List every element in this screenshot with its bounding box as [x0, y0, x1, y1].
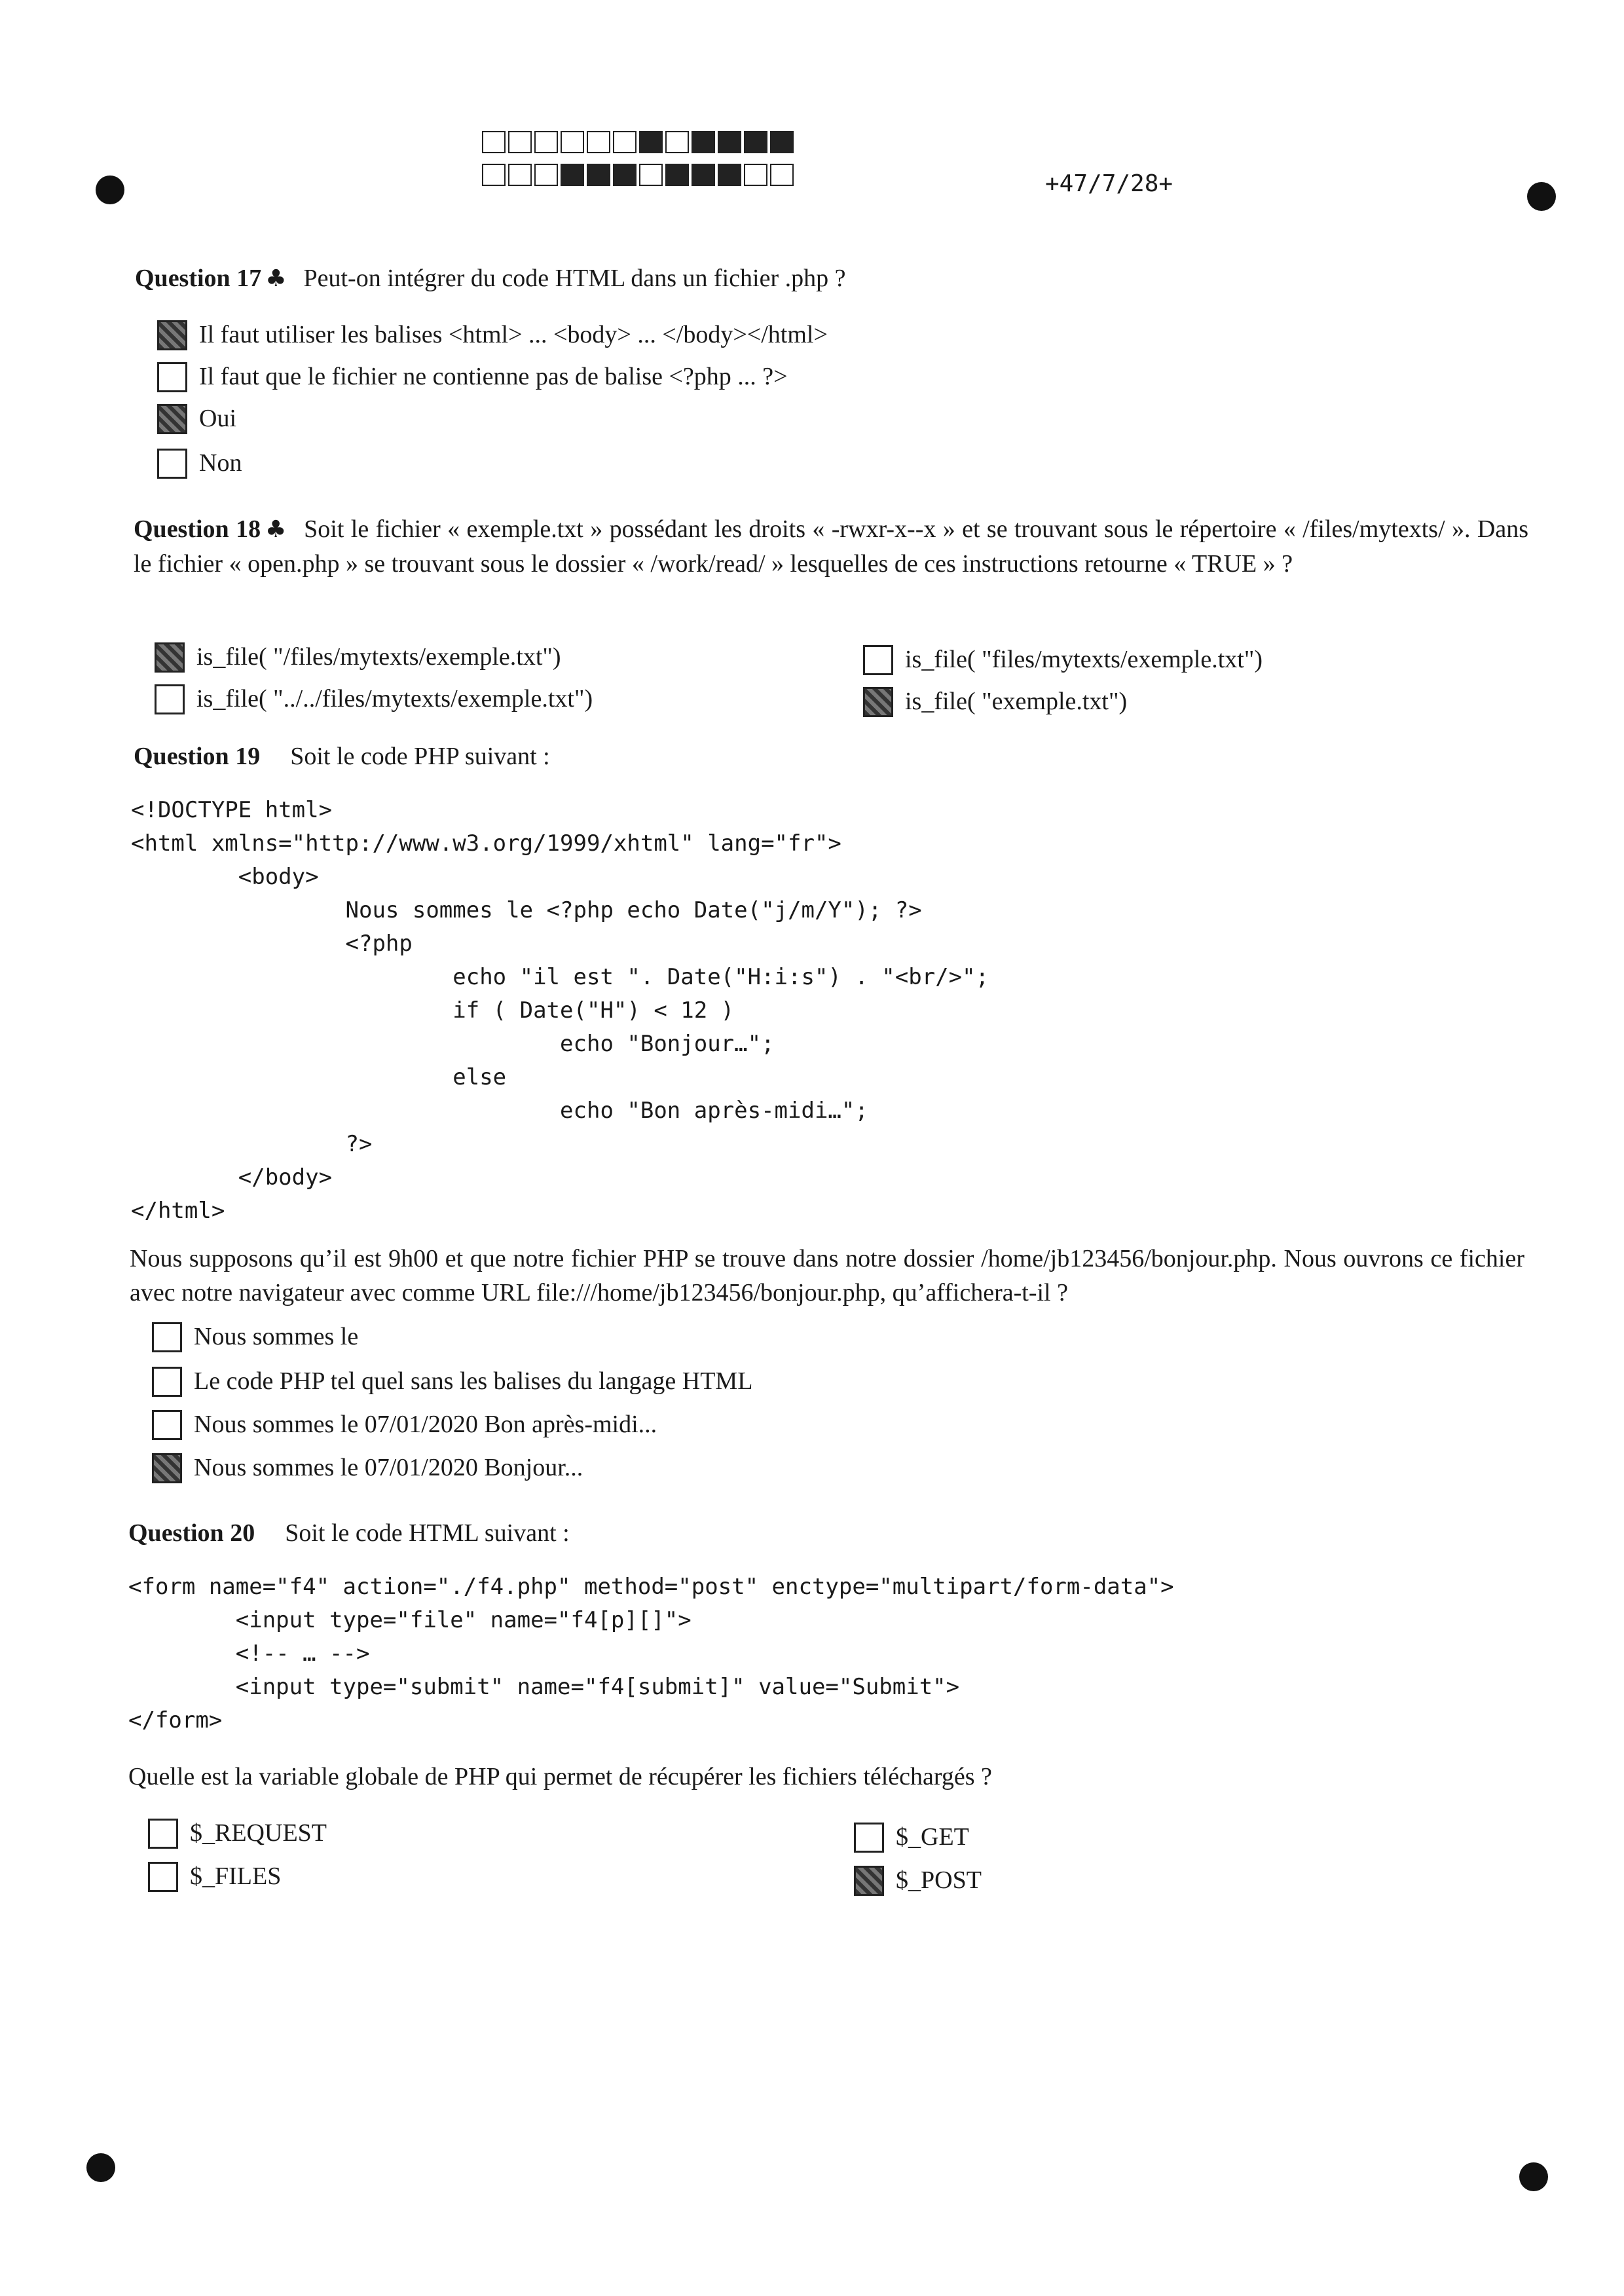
- answer-option[interactable]: [155, 642, 561, 673]
- corner-marker-bottom-left: [86, 2153, 115, 2182]
- option-label: Nous sommes le 07/01/2020 Bonjour...: [194, 1454, 583, 1481]
- question-text: Soit le fichier « exemple.txt » possédant les droits « -rwxr-x--x » et se trouvant sous le répertoire « /files/mytexts/ ». Dans le fichier « open.php » se trouvant sous le dossier « /work/read/ » lesquelles de ces instructions retourne « TRUE » ?: [134, 515, 1528, 578]
- question-19-header: [134, 741, 550, 773]
- checkbox[interactable]: [148, 1819, 178, 1849]
- checkbox[interactable]: [155, 684, 185, 714]
- answer-option[interactable]: [854, 1822, 969, 1853]
- answer-option[interactable]: [155, 684, 593, 715]
- checkbox[interactable]: [157, 449, 187, 479]
- corner-marker-top-left: [96, 176, 124, 204]
- option-label: Nous sommes le: [194, 1323, 359, 1350]
- option-label: $_REQUEST: [190, 1819, 327, 1847]
- corner-marker-bottom-right: [1519, 2162, 1548, 2191]
- option-label: Nous sommes le 07/01/2020 Bon après-midi...: [194, 1411, 657, 1438]
- question-label: Question 19: [134, 743, 261, 770]
- checkbox[interactable]: [152, 1322, 182, 1352]
- question-text: Peut-on intégrer du code HTML dans un fichier .php ?: [303, 265, 846, 292]
- checkbox-checked[interactable]: [863, 687, 893, 717]
- answer-option[interactable]: [863, 644, 1263, 676]
- checkbox-checked[interactable]: [157, 320, 187, 350]
- answer-option[interactable]: [148, 1818, 327, 1849]
- option-label: $_GET: [896, 1823, 969, 1851]
- answer-option[interactable]: [157, 403, 236, 435]
- answer-option[interactable]: [157, 361, 788, 393]
- checkbox-checked[interactable]: [155, 642, 185, 673]
- question-20-header: [128, 1518, 570, 1549]
- checkbox[interactable]: [148, 1862, 178, 1892]
- checkbox[interactable]: [854, 1823, 884, 1853]
- question-label: Question 17: [135, 265, 262, 292]
- page-identifier: +47/7/28+: [1045, 170, 1173, 197]
- option-label: Il faut utiliser les balises <html> ... <body> ... </body></html>: [199, 321, 828, 348]
- answer-option[interactable]: [157, 448, 242, 479]
- question-text: Soit le code HTML suivant :: [285, 1519, 570, 1547]
- answer-option[interactable]: [152, 1366, 752, 1398]
- answer-option[interactable]: [152, 1322, 358, 1353]
- barcode-row-1: [482, 131, 796, 153]
- answer-option[interactable]: [148, 1861, 281, 1893]
- option-label: Il faut que le fichier ne contienne pas de balise <?php ... ?>: [199, 363, 788, 390]
- answer-option[interactable]: [152, 1453, 583, 1484]
- answer-option[interactable]: [157, 320, 828, 351]
- answer-option[interactable]: [152, 1409, 657, 1441]
- question-label: Question 18: [134, 515, 261, 543]
- checkbox[interactable]: [157, 362, 187, 392]
- question-text: Soit le code PHP suivant :: [290, 743, 550, 770]
- question-19-paragraph: Nous supposons qu’il est 9h00 et que notre fichier PHP se trouve dans notre dossier /home/jb123456/bonjour.php. Nous ouvrons ce fichier avec notre navigateur avec comme URL file:///home/jb123456/bonjour.php, qu’affichera-t-il ?: [130, 1245, 1524, 1306]
- checkbox[interactable]: [152, 1410, 182, 1440]
- option-label: Le code PHP tel quel sans les balises du langage HTML: [194, 1367, 753, 1395]
- question-20-paragraph: Quelle est la variable globale de PHP qui permet de récupérer les fichiers téléchargés ?: [128, 1763, 992, 1790]
- php-code-block: <!DOCTYPE html> <html xmlns="http://www.w3.org/1999/xhtml" lang="fr"> <body> Nous sommes le <?php echo Date("j/m/Y"); ?> <?php echo "il est ". Date("H:i:s") . "<br/>"; if ( Date("H") < 12 ) echo "Bonjour…"; else echo "Bon après-midi…"; ?> </body> </html>: [131, 797, 989, 1224]
- checkbox[interactable]: [152, 1367, 182, 1397]
- checkbox-checked[interactable]: [152, 1453, 182, 1483]
- option-label: $_FILES: [190, 1862, 282, 1890]
- question-17-header: [135, 263, 846, 295]
- question-18-header: [134, 512, 1528, 581]
- checkbox-checked[interactable]: [854, 1866, 884, 1896]
- club-icon: ♣: [265, 516, 287, 543]
- answer-option[interactable]: [854, 1865, 982, 1897]
- option-label: is_file( "exemple.txt"): [905, 688, 1128, 715]
- checkbox[interactable]: [863, 645, 893, 675]
- option-label: is_file( "files/mytexts/exemple.txt"): [905, 646, 1263, 673]
- corner-marker-top-right: [1527, 182, 1556, 211]
- answer-option[interactable]: [863, 686, 1127, 718]
- barcode-row-2: [482, 164, 796, 186]
- club-icon: ♣: [265, 265, 287, 292]
- checkbox-checked[interactable]: [157, 404, 187, 434]
- html-code-block: <form name="f4" action="./f4.php" method="post" enctype="multipart/form-data"> <input type="file" name="f4[p][]"> <!-- … --> <input type="submit" name="f4[submit]" value="Submit"> </form>: [128, 1574, 1174, 1733]
- option-label: Non: [199, 449, 242, 477]
- question-label: Question 20: [128, 1519, 255, 1547]
- option-label: is_file( "/files/mytexts/exemple.txt"): [196, 643, 561, 671]
- option-label: $_POST: [896, 1866, 982, 1894]
- option-label: Oui: [199, 405, 236, 432]
- option-label: is_file( "../../files/mytexts/exemple.txt"): [196, 685, 593, 713]
